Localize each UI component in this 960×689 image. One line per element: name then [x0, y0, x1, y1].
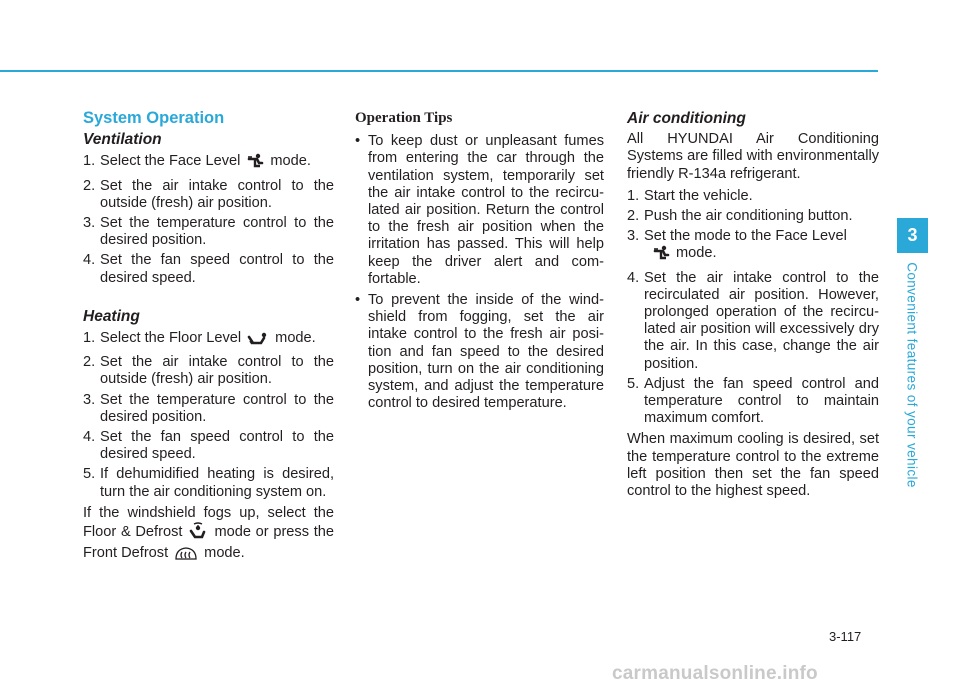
chapter-label: Convenient features of your vehicle [904, 262, 920, 488]
operation-tips-list [355, 133, 604, 412]
air-conditioning-heading: Air conditioning [627, 110, 746, 127]
list-item: 1. Start the vehicle. [627, 187, 753, 204]
column-middle [355, 110, 604, 416]
front-defrost-icon [174, 545, 198, 566]
list-item: 5. Adjust the fan speed control and temperature control to maintain maximum comfort. [627, 375, 879, 427]
section-title: System Operation [83, 109, 225, 127]
list-item: 4. Set the fan speed control to the desired speed. [83, 429, 334, 463]
list-item: 1. Select the Face Level mode. [83, 153, 334, 174]
header-rule [0, 70, 878, 72]
heating-note: If the windshield fogs up, select the Floor & Defrost mode or press the Front Defrost mode. [83, 505, 334, 567]
heating-heading: Heating [83, 307, 140, 325]
ac-outro: When maximum cooling is desired, set the temperature control to the extreme left position then set the fan speed control to the highest speed. [627, 431, 879, 500]
ventilation-heading: Ventilation [83, 131, 162, 149]
page-number: 3-117 [829, 629, 862, 644]
list-item: 3. Set the temperature control to the desired position. [83, 391, 334, 425]
column-right [627, 110, 879, 505]
ventilation-steps [83, 153, 334, 286]
list-item: • To prevent the inside of the windshield from fogging, set the air intake control to the fresh air position and fan speed to the desired position, turn on the air conditioning system, and adjust the temperature control to desired temperature. [355, 292, 604, 412]
list-item: 1. Select the Floor Level mode. [83, 330, 334, 351]
list-item: 2. Set the air intake control to the outside (fresh) air position. [83, 177, 334, 211]
chapter-number-tab: 3 [897, 218, 928, 253]
watermark: carmanualsonline.info [612, 663, 818, 684]
column-left [83, 110, 334, 571]
ac-intro: All HYUNDAI Air Conditioning Systems are filled with environmentally friendly R-134a refrigerant. [627, 131, 879, 182]
list-item: 4. Set the air intake control to the recirculated air position. However, prolonged operation of the recirculated air position will excessively dry the air. In this case, change the air position. [627, 269, 879, 372]
ac-steps [627, 188, 879, 428]
list-item: 4. Set the fan speed control to the desired speed. [83, 252, 334, 286]
list-item: 5. If dehumidified heating is desired, turn the air conditioning system on. [83, 466, 334, 500]
list-item: 2. Set the air intake control to the outside (fresh) air position. [83, 354, 334, 388]
list-item: 2. Push the air conditioning button. [627, 208, 853, 225]
list-item: 3. Set the mode to the Face Level mode. [627, 228, 879, 266]
floor-level-icon [247, 332, 269, 351]
face-level-icon [652, 245, 670, 266]
floor-defrost-icon [188, 522, 208, 545]
face-level-icon [246, 153, 264, 174]
operation-tips-heading: Operation Tips [355, 110, 453, 126]
list-item: 3. Set the temperature control to the desired position. [83, 215, 334, 249]
list-item: • To keep dust or unpleasant fumes from entering the car through the ventilation system, temporarily set the air intake control to the recirculated air position. Return the control to the fresh air position when the irritation has passed. This will help keep the driver alert and comfortable. [355, 133, 604, 287]
heating-steps [83, 330, 334, 501]
